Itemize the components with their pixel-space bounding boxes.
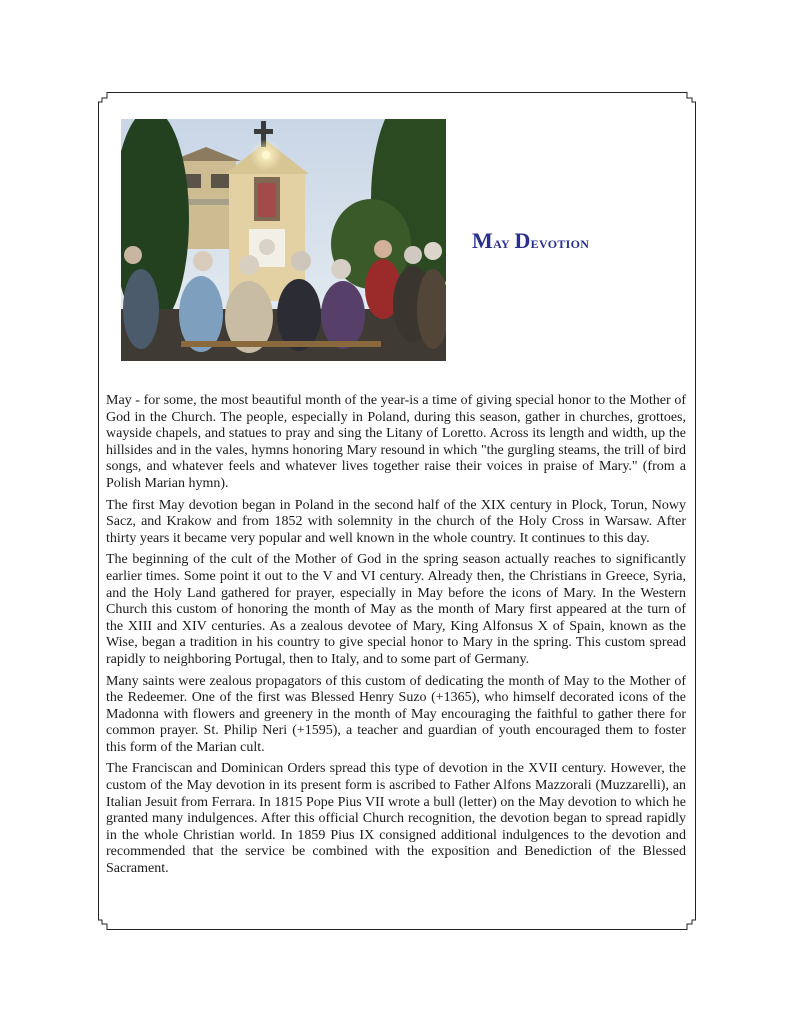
corner-ornament-top-left xyxy=(98,92,112,106)
corner-ornament-bottom-right xyxy=(682,916,696,930)
corner-ornament-bottom-left xyxy=(98,916,112,930)
paragraph: The beginning of the cult of the Mother of God in the spring season actually reaches to significantly earlier times. Some point it out to the V and VI century. Already then, the Christians in Greece, Syria, and the Holy Land gathered for prayer, especially in May before the icons of Mary. In the Western Church this custom of honoring the month of May as the month of Mary first appeared at the turn of the XIII and XIV centuries. As a zealous devotee of Mary, King Alfonsus X of Spain, known as the Wise, began a tradition in his country to give special honor to Mary in the spring. This custom spread rapidly to neighboring Portugal, then to Italy, and to some part of Germany. xyxy=(106,552,686,667)
frame-left-line xyxy=(98,106,99,916)
article-title: May Devotion xyxy=(472,228,590,253)
article-title-text xyxy=(0,0,1,1)
paragraph: The first May devotion began in Poland in the second half of the XIX century in Plock, Torun, Nowy Sacz, and Krakow and from 1852 with solemnity in the church of the Holy Cross in Warsaw. After thirty years it became very popular and well known in the whole country. It continues to this day. xyxy=(106,497,686,546)
corner-ornament-top-right xyxy=(682,92,696,106)
paragraph: Many saints were zealous propagators of this custom of dedicating the month of May to the Mother of the Redeemer. One of the first was Blessed Henry Suzo (+1365), who himself decorated icons of the Madonna with flowers and greenery in the month of May encouraging the faithful to gather there for common prayer. St. Philip Neri (+1595), a teacher and guardian of youth encouraged them to foster this form of the Marian cult. xyxy=(106,673,686,755)
frame-top-line xyxy=(112,92,682,93)
paragraph: May - for some, the most beautiful month of the year-is a time of giving special honor to the Mother of God in the Church. The people, especially in Poland, during this season, gather in churches, grottoes, wayside chapels, and statues to pray and sing the Litany of Loretto. Across its length and width, up the hillsides and in the vales, hymns honoring Mary resound in which "the gurgling steams, the trill of bird songs, and whatever feels and whatever lives together raise their voices in praise of Mary." (from a Polish Marian hymn). xyxy=(106,393,686,491)
article-body xyxy=(106,393,686,883)
frame-right-line xyxy=(695,106,696,916)
paragraph: The Franciscan and Dominican Orders spread this type of devotion in the XVII century. However, the custom of the May devotion in its present form is ascribed to Father Alfons Mazzorali (Muzzarelli), an Italian Jesuit from Ferrara. In 1815 Pope Pius VII wrote a bull (letter) on the May devotion to which he granted many indulgences. After this official Church recognition, the devotion began to spread rapidly in the whole Christian world. In 1859 Pius IX consigned additional indulgences to the devotion and recommended that the service be combined with the exposition and Benediction of the Blessed Sacrament. xyxy=(106,761,686,877)
frame-bottom-line xyxy=(112,929,682,930)
wayside-chapel-photo xyxy=(121,119,446,361)
